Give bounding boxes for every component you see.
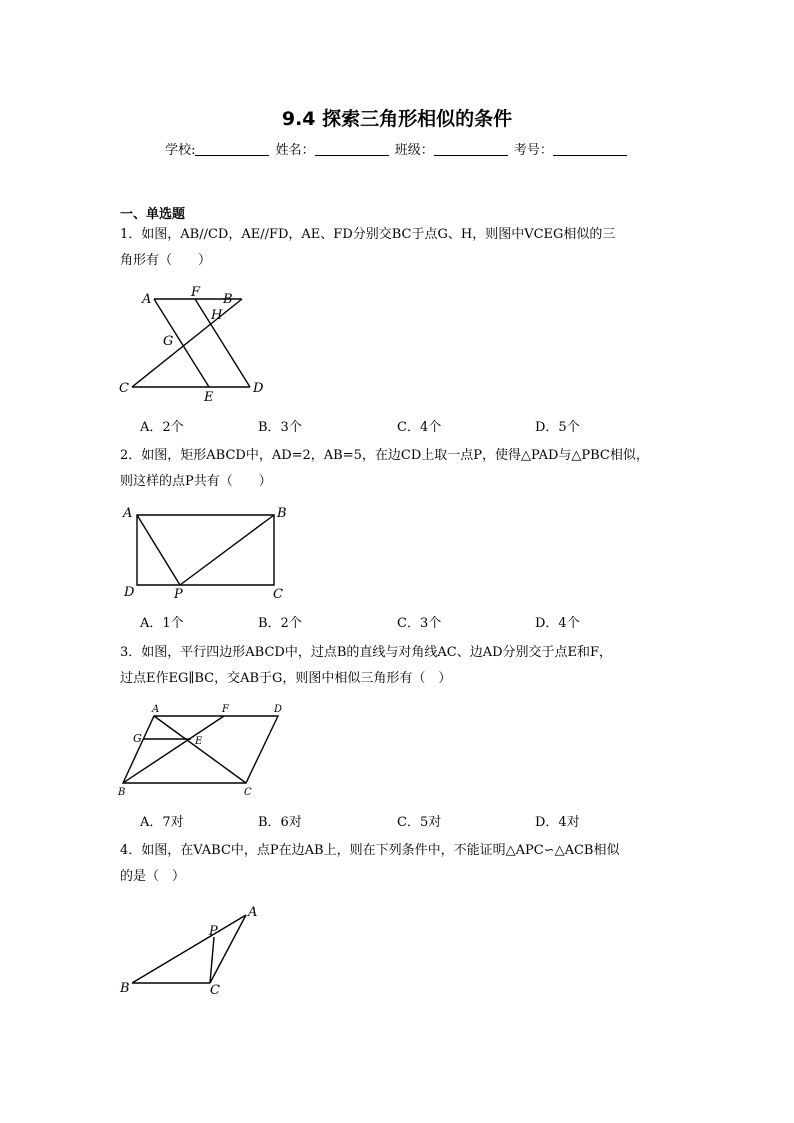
question-1-text bbox=[120, 222, 615, 274]
q1-option-b[interactable]: B．3个 bbox=[258, 420, 302, 435]
q2-option-a[interactable]: A．1个 bbox=[140, 616, 184, 631]
point-label-b: B bbox=[277, 506, 287, 521]
q1-option-c[interactable]: C．4个 bbox=[397, 420, 442, 435]
point-label-h: H bbox=[211, 308, 223, 323]
class-blank[interactable] bbox=[434, 143, 508, 156]
point-label-d: D bbox=[274, 704, 283, 715]
diagonal-ac bbox=[154, 716, 246, 783]
school-blank[interactable] bbox=[195, 143, 269, 156]
point-label-a: A bbox=[152, 704, 160, 715]
point-label-a: A bbox=[248, 905, 258, 920]
point-label-g: G bbox=[163, 334, 174, 349]
segment-ap bbox=[137, 515, 180, 585]
point-label-c: C bbox=[244, 787, 252, 798]
q3-option-c[interactable]: C．5对 bbox=[397, 815, 442, 830]
point-label-d: D bbox=[124, 585, 135, 600]
name-label: 姓名： bbox=[275, 143, 315, 158]
exam-no-blank[interactable] bbox=[553, 143, 627, 156]
point-label-b: B bbox=[223, 292, 233, 307]
class-label: 班级： bbox=[394, 143, 434, 158]
q2-option-b[interactable]: B．2个 bbox=[258, 616, 302, 631]
question-4-line-1: 4．如图，在VABC中，点P在边AB上，则在下列条件中，不能证明△APC∽△ACB相似 bbox=[120, 843, 620, 858]
segment-ab bbox=[132, 915, 246, 983]
q1-option-a[interactable]: A．2个 bbox=[140, 420, 184, 435]
question-3-figure bbox=[112, 700, 292, 800]
exam-no-label: 考号： bbox=[513, 143, 553, 158]
question-4-line-2: 的是（ ） bbox=[120, 869, 186, 884]
rectangle-abcd bbox=[137, 515, 274, 585]
question-2-text bbox=[120, 443, 649, 495]
segment-fd bbox=[195, 299, 250, 387]
q2-option-c[interactable]: C．3个 bbox=[397, 616, 442, 631]
point-label-g: G bbox=[133, 732, 142, 745]
point-label-p: P bbox=[174, 587, 183, 602]
question-3-text bbox=[120, 640, 612, 692]
question-4-text bbox=[120, 838, 619, 890]
question-3-line-2: 过点E作EG∥BC，交AB于G，则图中相似三角形有（ ） bbox=[120, 671, 452, 686]
q2-option-d[interactable]: D．4个 bbox=[535, 616, 580, 631]
question-2-figure bbox=[118, 503, 298, 603]
point-label-e: E bbox=[195, 736, 203, 747]
question-4-figure bbox=[115, 900, 275, 1000]
point-label-d: D bbox=[253, 381, 264, 396]
question-2-line-1: 2．如图，矩形ABCD中，AD=2，AB=5，在边CD上取一点P，使得△PAD与△PBC相似， bbox=[120, 448, 649, 463]
segment-bc bbox=[132, 299, 242, 387]
point-label-p: P bbox=[209, 924, 218, 939]
point-label-f: F bbox=[191, 285, 201, 300]
question-1-line-1: 1．如图，AB//CD，AE//FD，AE、FD分别交BC于点G、H，则图中VCEG相似的三 bbox=[120, 227, 616, 242]
school-label: 学校: bbox=[165, 143, 196, 158]
point-label-f: F bbox=[222, 704, 229, 715]
point-label-c: C bbox=[210, 983, 220, 998]
student-info-row bbox=[0, 139, 794, 158]
question-3-line-1: 3．如图，平行四边形ABCD中，过点B的直线与对角线AC、边AD分别交于点E和F， bbox=[120, 645, 613, 660]
segment-bp bbox=[180, 515, 274, 585]
point-label-b: B bbox=[120, 981, 130, 996]
point-label-c: C bbox=[119, 381, 129, 396]
q3-option-d[interactable]: D．4对 bbox=[535, 815, 580, 830]
page-title: 9.4 探索三角形相似的条件 bbox=[281, 108, 513, 130]
q3-option-b[interactable]: B．6对 bbox=[258, 815, 302, 830]
name-blank[interactable] bbox=[315, 143, 389, 156]
section-heading: 一、单选题 bbox=[120, 207, 186, 222]
q3-option-a[interactable]: A．7对 bbox=[140, 815, 184, 830]
point-label-e: E bbox=[204, 390, 214, 405]
q1-option-d[interactable]: D．5个 bbox=[535, 420, 580, 435]
point-label-b: B bbox=[118, 787, 126, 798]
point-label-a: A bbox=[142, 292, 152, 307]
point-label-a: A bbox=[123, 506, 133, 521]
question-1-figure bbox=[110, 285, 280, 405]
question-2-line-2: 则这样的点P共有（ ） bbox=[120, 474, 272, 489]
point-label-c: C bbox=[273, 587, 283, 602]
question-1-line-2: 角形有（ ） bbox=[120, 253, 212, 268]
